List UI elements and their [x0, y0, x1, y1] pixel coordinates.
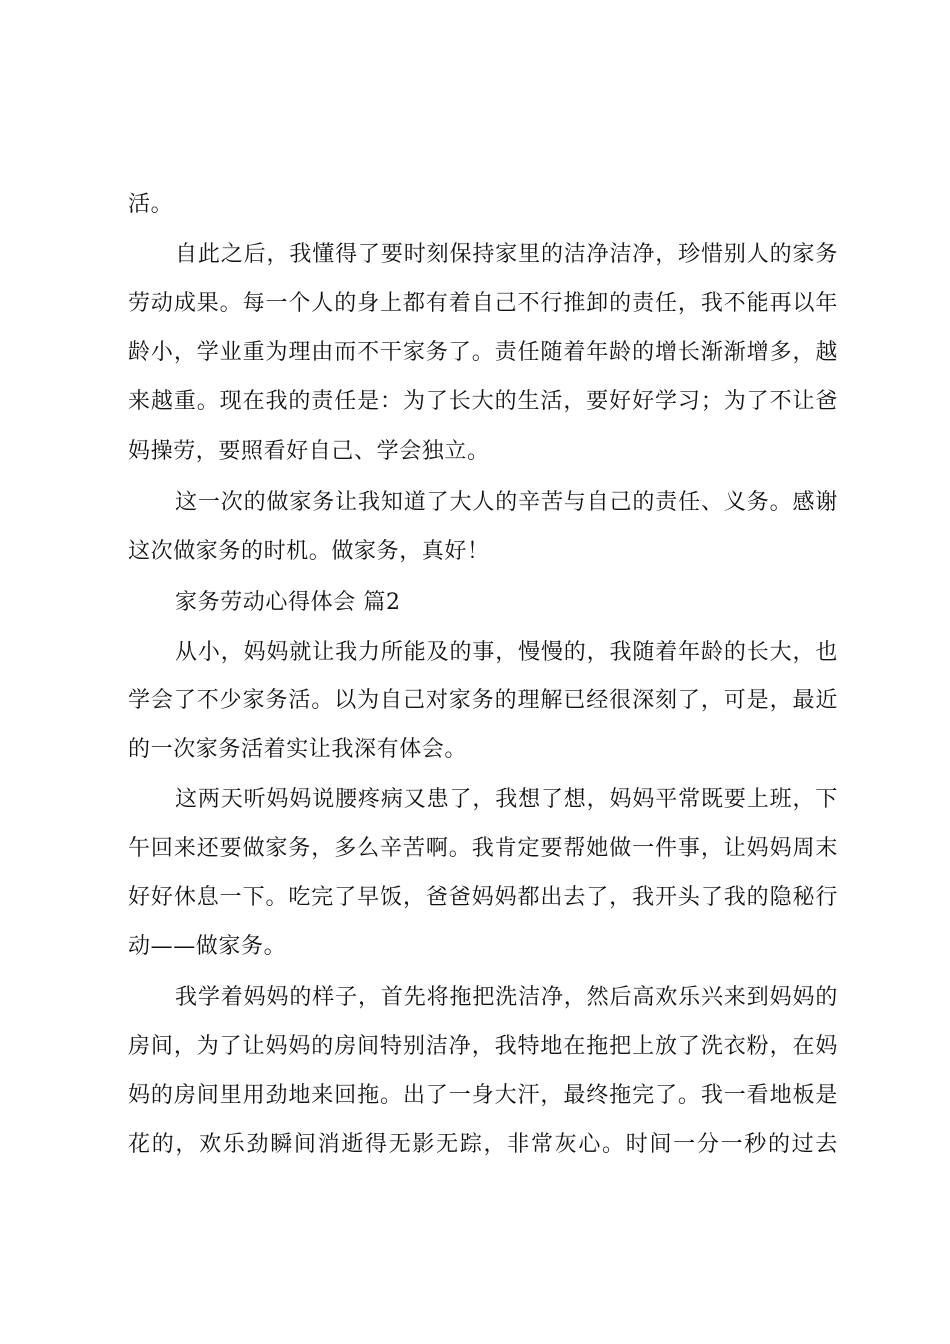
paragraph-line: 龄小，学业重为理由而不干家务了。责任随着年龄的增长渐渐增多，越 [128, 340, 838, 365]
paragraph-line: 午回来还要做家务，多么辛苦啊。我肯定要帮她做一件事，让妈妈周末 [128, 836, 838, 861]
paragraph-line: 学会了不少家务活。以为自己对家务的理解已经很深刻了，可是，最近 [128, 688, 838, 713]
paragraph-line: 好好休息一下。吃完了早饭，爸爸妈妈都出去了，我开头了我的隐秘行 [128, 885, 838, 910]
paragraph-line: 妈的房间里用劲地来回拖。出了一身大汗，最终拖完了。我一看地板是 [128, 1083, 838, 1108]
paragraph-line: 劳动成果。每一个人的身上都有着自己不行推卸的责任，我不能再以年 [128, 291, 838, 316]
paragraph-line: 花的，欢乐劲瞬间消逝得无影无踪，非常灰心。时间一分一秒的过去 [128, 1132, 838, 1157]
paragraph-line: 这一次的做家务让我知道了大人的辛苦与自己的责任、义务。感谢 [175, 490, 838, 515]
paragraph-line: 妈操劳，要照看好自己、学会独立。 [128, 439, 490, 464]
paragraph-line: 房间，为了让妈妈的房间特别洁净，我特地在拖把上放了洗衣粉，在妈 [128, 1034, 838, 1059]
paragraph-line: 活。 [128, 192, 174, 217]
paragraph-line: 的一次家务活着实让我深有体会。 [128, 737, 468, 762]
section-heading: 家务劳动心得体会 篇2 [175, 590, 401, 615]
paragraph-line: 自此之后，我懂得了要时刻保持家里的洁净洁净，珍惜别人的家务 [175, 242, 838, 267]
paragraph-line: 这两天听妈妈说腰疼病又患了，我想了想，妈妈平常既要上班，下 [175, 787, 838, 812]
paragraph-line: 从小，妈妈就让我力所能及的事，慢慢的，我随着年龄的长大，也 [175, 640, 838, 665]
paragraph-line: 这次做家务的时机。做家务，真好！ [128, 539, 490, 564]
paragraph-line: 动——做家务。 [128, 934, 287, 959]
paragraph-line: 我学着妈妈的样子，首先将拖把洗洁净，然后高欢乐兴来到妈妈的 [175, 985, 838, 1010]
paragraph-line: 来越重。现在我的责任是：为了长大的生活，要好好学习；为了不让爸 [128, 389, 838, 414]
